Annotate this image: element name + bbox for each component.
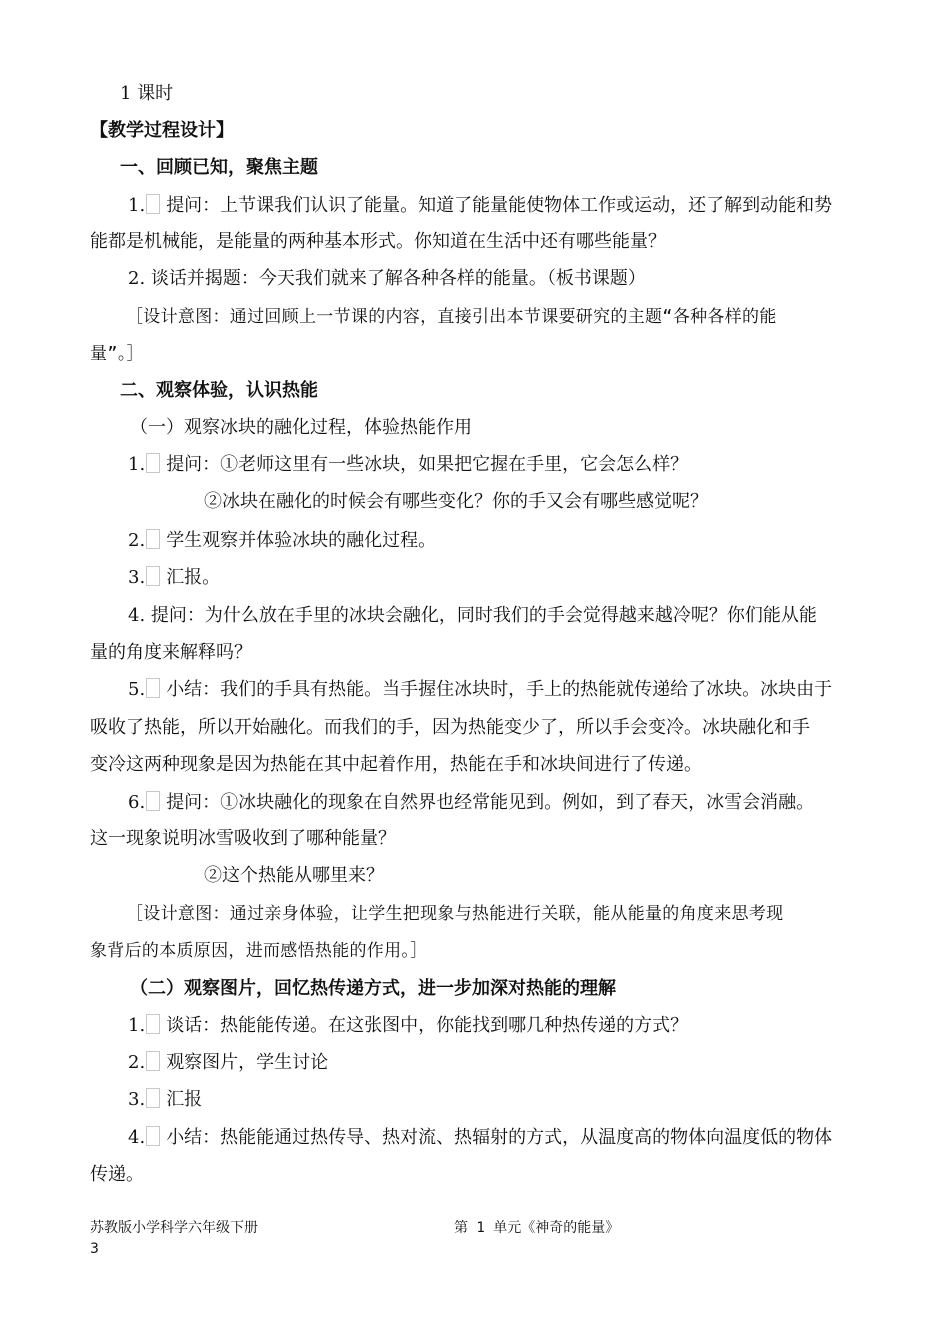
- paragraph-line: [128, 529, 436, 553]
- paragraph-line: [128, 1088, 202, 1112]
- footer-book-title: 苏教版小学科学六年级下册: [90, 1220, 258, 1236]
- paragraph-text: 小结：热能能通过热传导、热对流、热辐射的方式，从温度高的物体向温度低的物体: [166, 1127, 833, 1148]
- design-intent: 量”。］: [90, 344, 144, 364]
- paragraph-line: ②这个热能从哪里来？: [204, 865, 384, 886]
- placeholder-box: [146, 566, 160, 586]
- paragraph-text: 提问：上节课我们认识了能量。知道了能量能使物体工作或运动，还了解到动能和势: [166, 195, 833, 216]
- paragraph-text: 汇报: [166, 1089, 203, 1110]
- paragraph-line: [128, 678, 832, 702]
- paragraph-line: [128, 194, 832, 218]
- paragraph-line: 传递。: [90, 1164, 144, 1185]
- placeholder-box: [146, 529, 160, 549]
- paragraph-line: [128, 1051, 328, 1075]
- design-intent: ［设计意图：通过回顾上一节课的内容，直接引出本节课要研究的主题“各种各样的能: [126, 307, 777, 327]
- paragraph-line: ②冰块在融化的时候会有哪些变化？你的手又会有哪些感觉呢？: [204, 491, 708, 512]
- paragraph-line: 4. 提问：为什么放在手里的冰块会融化，同时我们的手会觉得越来越冷呢？你们能从能: [128, 605, 817, 626]
- item-number: 2.: [128, 530, 146, 551]
- paragraph-line: 量的角度来解释吗？: [90, 642, 252, 663]
- paragraph-line: [128, 566, 220, 590]
- page-number: 3: [90, 1241, 99, 1257]
- item-number: 1.: [128, 454, 146, 475]
- placeholder-box: [146, 453, 160, 473]
- design-intent: ［设计意图：通过亲身体验，让学生把现象与热能进行关联，能从能量的角度来思考现: [126, 904, 784, 924]
- subheading: （二）观察图片，回忆热传递方式，进一步加深对热能的理解: [130, 978, 616, 999]
- paragraph-line: 能都是机械能，是能量的两种基本形式。你知道在生活中还有哪些能量？: [90, 231, 666, 252]
- heading-part-two: 二、观察体验，认识热能: [120, 380, 318, 401]
- paragraph-line: 这一现象说明冰雪吸收到了哪种能量？: [90, 828, 396, 849]
- footer-unit-title: 第 1 单元《神奇的能量》: [454, 1220, 620, 1236]
- placeholder-box: [146, 1051, 160, 1071]
- placeholder-box: [146, 1014, 160, 1034]
- design-intent: 象背后的本质原因，进而感悟热能的作用。］: [90, 941, 428, 961]
- placeholder-box: [146, 194, 160, 214]
- paragraph-line: [128, 453, 688, 477]
- paragraph-text: 提问：①冰块融化的现象在自然界也经常能见到。例如，到了春天，冰雪会消融。: [166, 792, 815, 813]
- section-heading-process: 【教学过程设计】: [90, 120, 234, 141]
- paragraph-text: 汇报。: [166, 567, 221, 588]
- item-number: 3.: [128, 567, 146, 588]
- placeholder-box: [146, 1088, 160, 1108]
- item-number: 4.: [128, 1127, 146, 1148]
- item-number: 6.: [128, 792, 146, 813]
- subheading: （一）观察冰块的融化过程，体验热能作用: [130, 417, 472, 438]
- placeholder-box: [146, 678, 160, 698]
- lesson-duration: 1 课时: [120, 83, 174, 104]
- placeholder-box: [146, 791, 160, 811]
- paragraph-line: [128, 791, 814, 815]
- paragraph-text: 提问：①老师这里有一些冰块，如果把它握在手里，它会怎么样？: [166, 454, 689, 475]
- placeholder-box: [146, 1126, 160, 1146]
- paragraph-line: [128, 1014, 688, 1038]
- item-number: 1.: [128, 195, 146, 216]
- paragraph-text: 小结：我们的手具有热能。当手握住冰块时，手上的热能就传递给了冰块。冰块由于: [166, 679, 833, 700]
- paragraph-line: [128, 1126, 832, 1150]
- item-number: 2.: [128, 1052, 146, 1073]
- paragraph-line: 变冷这两种现象是因为热能在其中起着作用，热能在手和冰块间进行了传递。: [90, 754, 702, 775]
- paragraph-text: 观察图片，学生讨论: [166, 1052, 329, 1073]
- paragraph-text: 谈话：热能能传递。在这张图中，你能找到哪几种热传递的方式？: [166, 1015, 689, 1036]
- paragraph-text: 学生观察并体验冰块的融化过程。: [166, 530, 437, 551]
- paragraph-line: 2. 谈话并揭题：今天我们就来了解各种各样的能量。（板书课题）: [128, 268, 646, 289]
- item-number: 1.: [128, 1015, 146, 1036]
- heading-part-one: 一、回顾已知，聚焦主题: [120, 157, 318, 178]
- paragraph-line: 吸收了热能，所以开始融化。而我们的手，因为热能变少了，所以手会变冷。冰块融化和手: [90, 717, 810, 738]
- item-number: 5.: [128, 679, 146, 700]
- item-number: 3.: [128, 1089, 146, 1110]
